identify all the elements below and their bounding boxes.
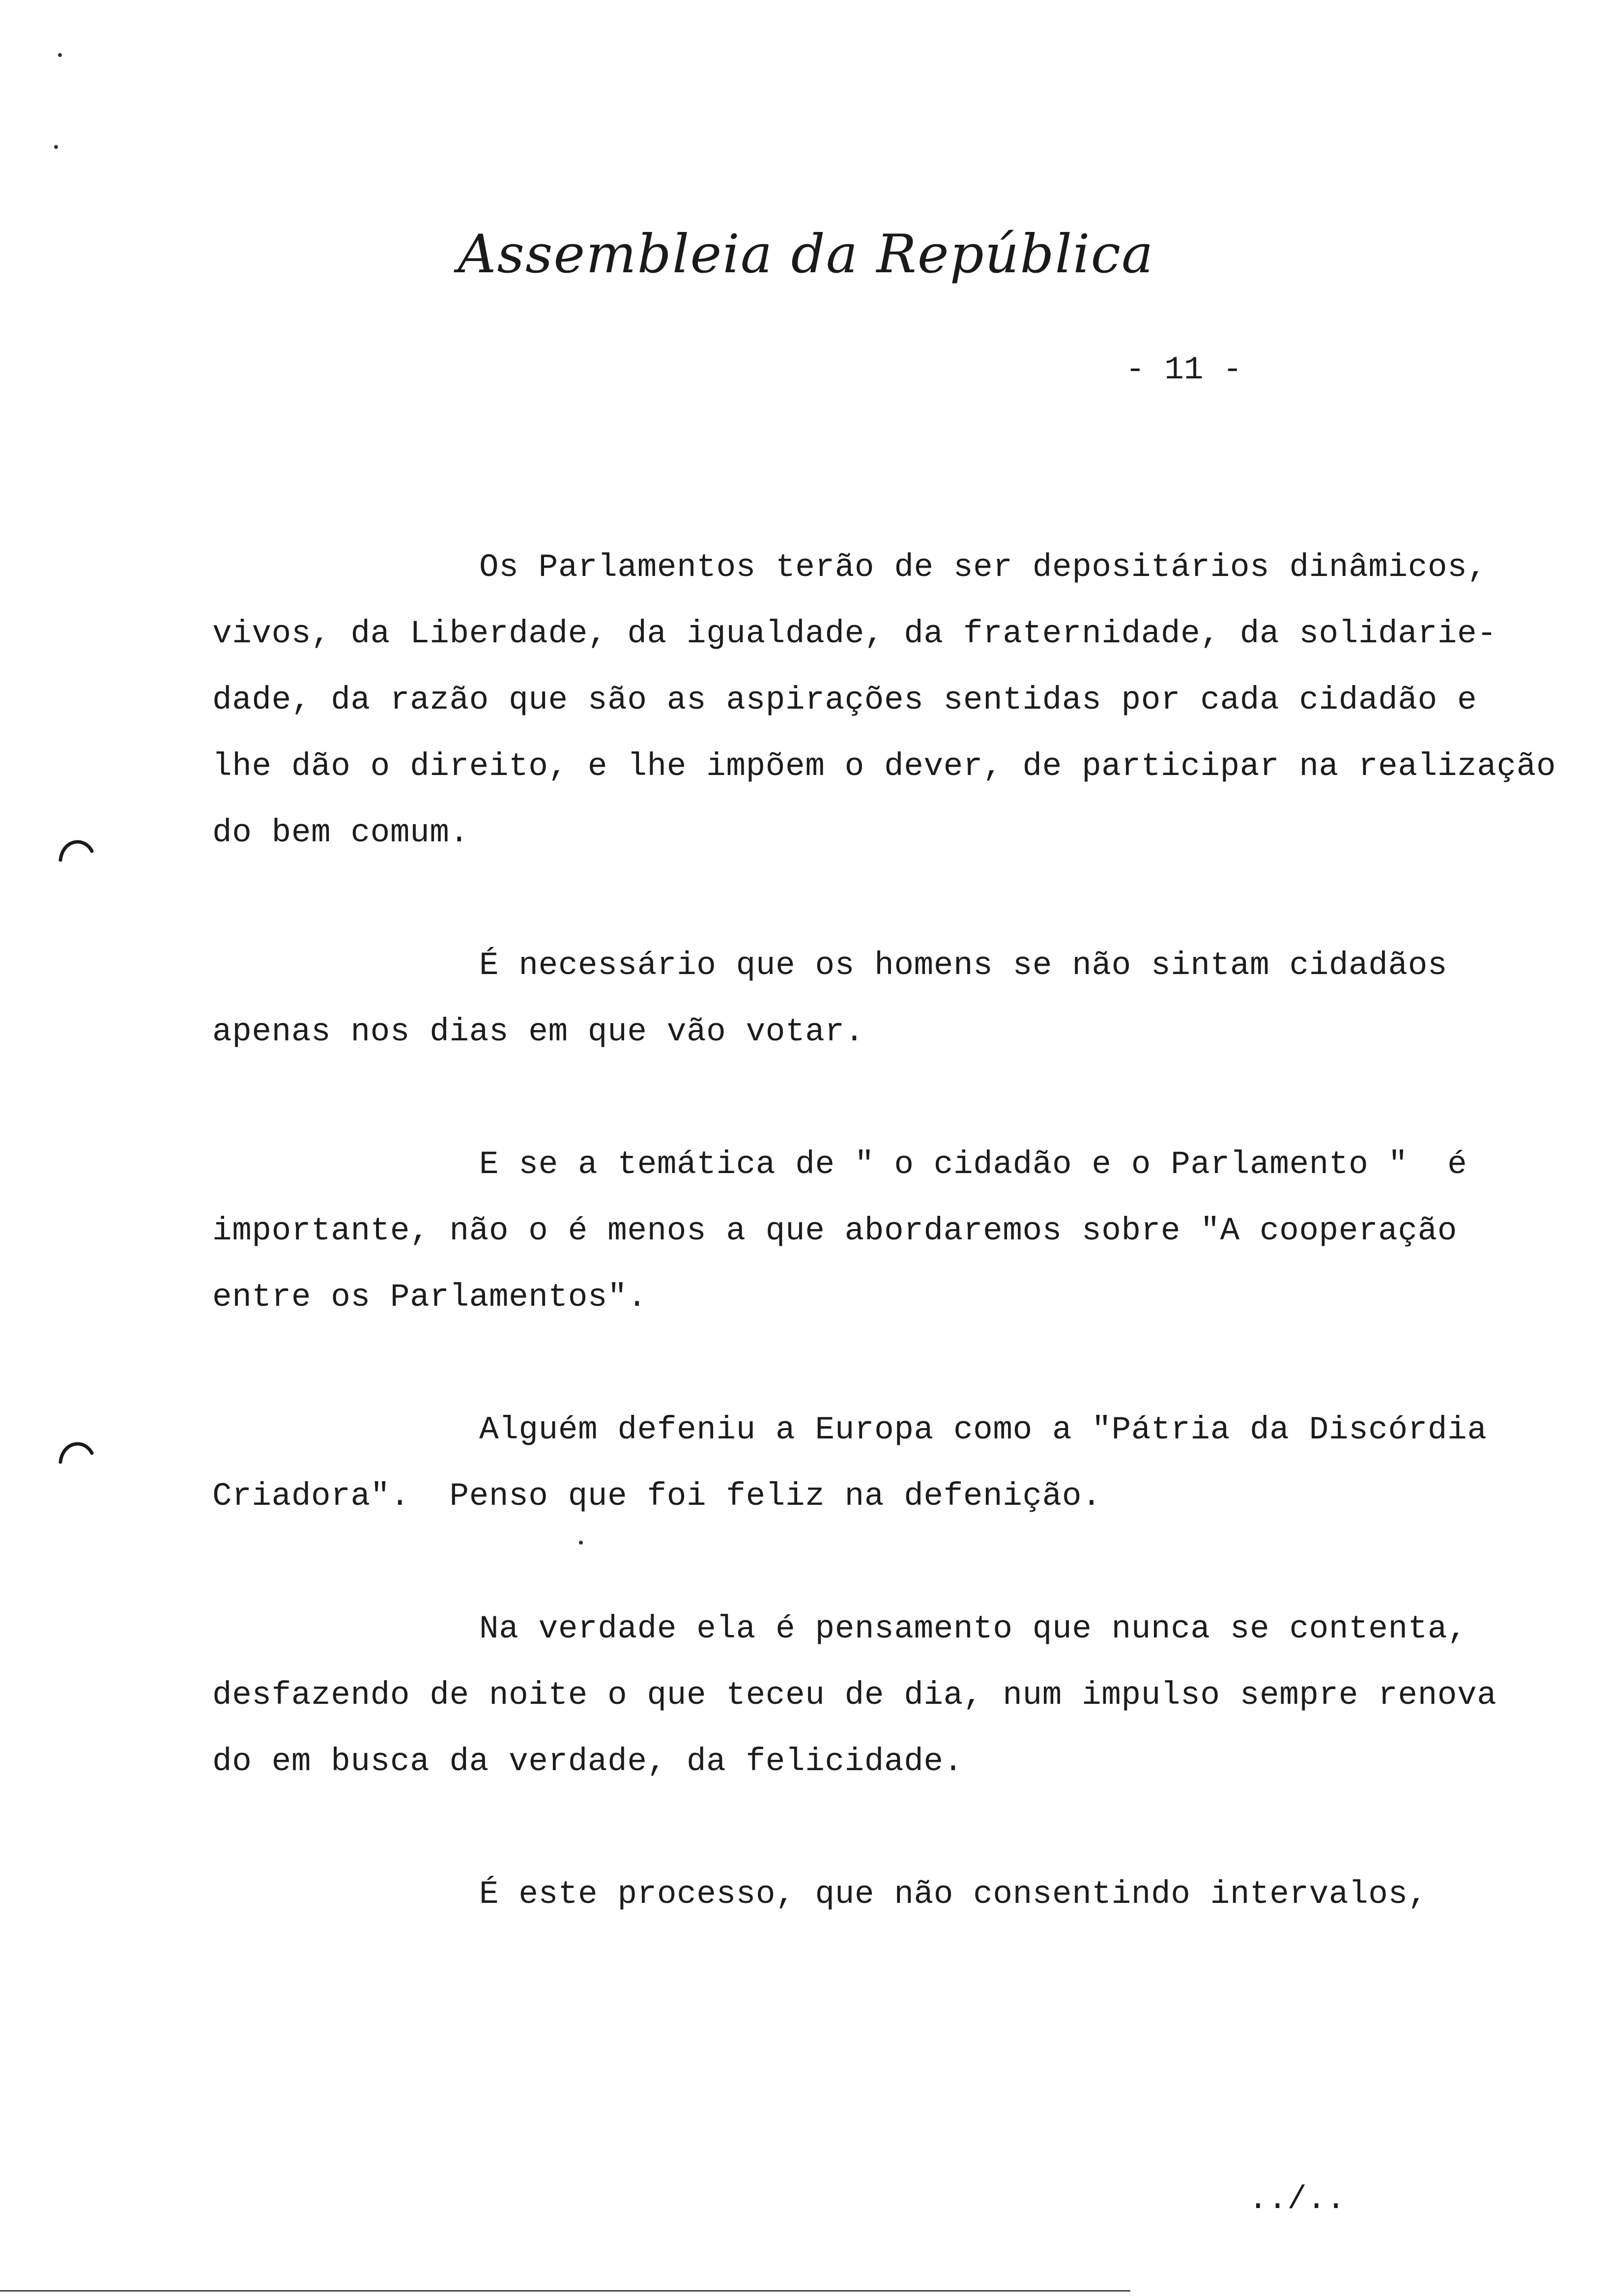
paragraph-1-line-4: lhe dão o direito, e lhe impõem o dever, de participar na realização xyxy=(212,748,1556,785)
scan-speck xyxy=(54,145,58,149)
scan-speck xyxy=(58,53,62,57)
paragraph-4-line-2: Criadora". Penso que foi feliz na defenição. xyxy=(212,1478,1102,1515)
paragraph-2-line-1: É necessário que os homens se não sintam cidadãos xyxy=(479,947,1448,984)
letterhead-title: Assembleia da República xyxy=(458,224,1154,285)
paragraph-1-line-1: Os Parlamentos terão de ser depositários dinâmicos, xyxy=(479,549,1487,586)
paragraph-2-line-2: apenas nos dias em que vão votar. xyxy=(212,1013,864,1050)
paragraph-6-line-1: É este processo, que não consentindo intervalos, xyxy=(479,1876,1428,1913)
paragraph-5-line-3: do em busca da verdade, da felicidade. xyxy=(212,1743,963,1780)
page-bottom-edge xyxy=(0,2290,1130,2292)
paragraph-3-line-2: importante, não o é menos a que abordaremos sobre "A cooperação xyxy=(212,1212,1458,1249)
scan-speck xyxy=(579,1541,583,1545)
punch-hole-mark xyxy=(57,826,96,865)
paragraph-5-line-2: desfazendo de noite o que teceu de dia, num impulso sempre renova xyxy=(212,1677,1497,1714)
paragraph-5-line-1: Na verdade ela é pensamento que nunca se contenta, xyxy=(479,1610,1468,1647)
paragraph-1-line-2: vivos, da Liberdade, da igualdade, da fraternidade, da solidarie- xyxy=(212,615,1497,652)
paragraph-3-line-1: E se a temática de " o cidadão e o Parlamento " é xyxy=(479,1146,1468,1183)
paragraph-4-line-1: Alguém defeniu a Europa como a "Pátria da Discórdia xyxy=(479,1411,1487,1448)
continuation-mark: ../.. xyxy=(1248,2181,1346,2218)
page-number: - 11 - xyxy=(1125,351,1242,388)
punch-hole-mark xyxy=(57,1428,96,1467)
paragraph-1-line-3: dade, da razão que são as aspirações sentidas por cada cidadão e xyxy=(212,682,1477,718)
paragraph-3-line-3: entre os Parlamentos". xyxy=(212,1279,647,1316)
paragraph-1-line-5: do bem comum. xyxy=(212,814,469,851)
